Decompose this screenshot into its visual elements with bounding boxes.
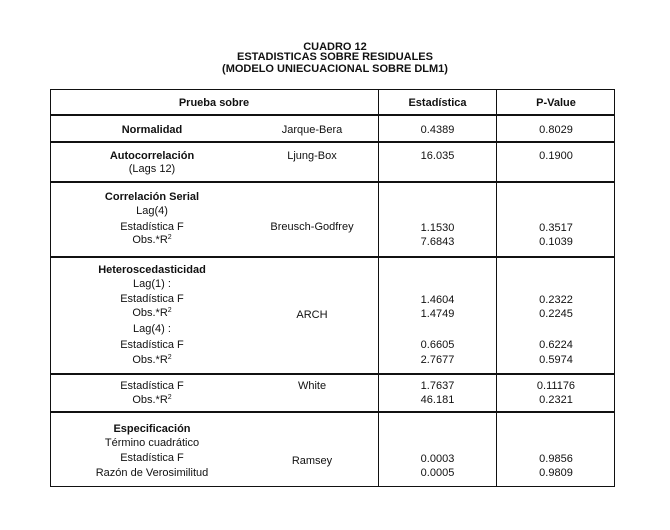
column-divider <box>378 89 379 487</box>
row-divider <box>50 181 615 183</box>
serial-obs-r2: $Obs.*R^2$ <box>132 234 172 246</box>
row-label-normalidad: Normalidad <box>121 124 183 136</box>
row-divider <box>50 373 615 375</box>
test-white: White <box>297 380 327 392</box>
pvalue-hetero-3: 0.6224 <box>539 339 573 351</box>
white-obs-r2: $Obs.*R^2$ <box>132 394 172 406</box>
pvalue-hetero-1: 0.2322 <box>539 294 573 306</box>
hetero-lag1: Lag(1) : <box>133 278 171 290</box>
white-estadistica-f: Estadística F <box>120 380 184 392</box>
stat-hetero-4: 2.7677 <box>420 354 455 366</box>
pvalue-spec-lr: 0.9809 <box>539 467 573 479</box>
test-arch: ARCH <box>296 309 328 321</box>
pvalue-serial-f: 0.3517 <box>539 222 573 234</box>
stat-autocorrelacion: 16.035 <box>420 150 455 162</box>
pvalue-hetero-2: 0.2245 <box>539 308 573 320</box>
stat-white-f: 1.7637 <box>420 380 455 392</box>
header-prueba-sobre: Prueba sobre <box>178 97 250 109</box>
pvalue-white-obs: 0.2321 <box>539 394 573 406</box>
pvalue-normalidad: 0.8029 <box>539 124 573 136</box>
header-p-value: P-Value <box>536 97 576 109</box>
spec-termino-cuadratico: Término cuadrático <box>104 437 200 449</box>
row-label-correlacion-serial: Correlación Serial <box>104 191 200 203</box>
stat-serial-obs: 7.6843 <box>420 236 455 248</box>
table-number: CUADRO 12 <box>303 41 367 53</box>
stat-normalidad: 0.4389 <box>420 124 455 136</box>
hetero-estadistica-f-1: Estadística F <box>120 293 184 305</box>
hetero-lag4: Lag(4) : <box>133 323 171 335</box>
test-jarque-bera: Jarque-Bera <box>281 124 343 136</box>
hetero-estadistica-f-4: Estadística F <box>120 339 184 351</box>
row-divider <box>50 411 615 413</box>
stat-spec-lr: 0.0005 <box>420 467 455 479</box>
stat-serial-f: 1.1530 <box>420 222 455 234</box>
stat-white-obs: 46.181 <box>420 394 455 406</box>
row-label-autocorrelacion: Autocorrelación <box>109 150 195 162</box>
pvalue-autocorrelacion: 0.1900 <box>539 150 573 162</box>
stat-hetero-1: 1.4604 <box>420 294 455 306</box>
table-subtitle: (MODELO UNIECUACIONAL SOBRE DLM1) <box>222 63 448 75</box>
row-label-heteroscedasticidad: Heteroscedasticidad <box>98 264 206 276</box>
hetero-obs-r2-1: $Obs.*R^2$ <box>132 307 172 319</box>
hetero-obs-r2-4: $Obs.*R^2$ <box>132 354 172 366</box>
test-ramsey: Ramsey <box>291 455 333 467</box>
test-breusch-godfrey: Breusch-Godfrey <box>270 221 354 233</box>
pvalue-spec-f: 0.9856 <box>539 453 573 465</box>
pvalue-hetero-4: 0.5974 <box>539 354 573 366</box>
serial-lag: Lag(4) <box>136 205 168 217</box>
stat-spec-f: 0.0003 <box>420 453 455 465</box>
column-divider <box>496 89 497 487</box>
pvalue-serial-obs: 0.1039 <box>539 236 573 248</box>
header-estadistica: Estadística <box>408 97 467 109</box>
pvalue-white-f: 0.11176 <box>536 380 576 392</box>
stat-hetero-2: 1.4749 <box>420 308 455 320</box>
spec-razon-verosimilitud: Razón de Verosimilitud <box>95 467 209 479</box>
row-divider <box>50 256 615 258</box>
serial-estadistica-f: Estadística F <box>120 221 184 233</box>
spec-estadistica-f: Estadística F <box>120 452 184 464</box>
header-divider <box>50 114 615 116</box>
table-title: ESTADISTICAS SOBRE RESIDUALES <box>237 51 433 63</box>
row-divider <box>50 141 615 143</box>
row-label-especificacion: Especificación <box>113 423 191 435</box>
stat-hetero-3: 0.6605 <box>420 339 455 351</box>
row-sublabel-lags: (Lags 12) <box>128 163 176 175</box>
test-ljung-box: Ljung-Box <box>287 150 337 162</box>
